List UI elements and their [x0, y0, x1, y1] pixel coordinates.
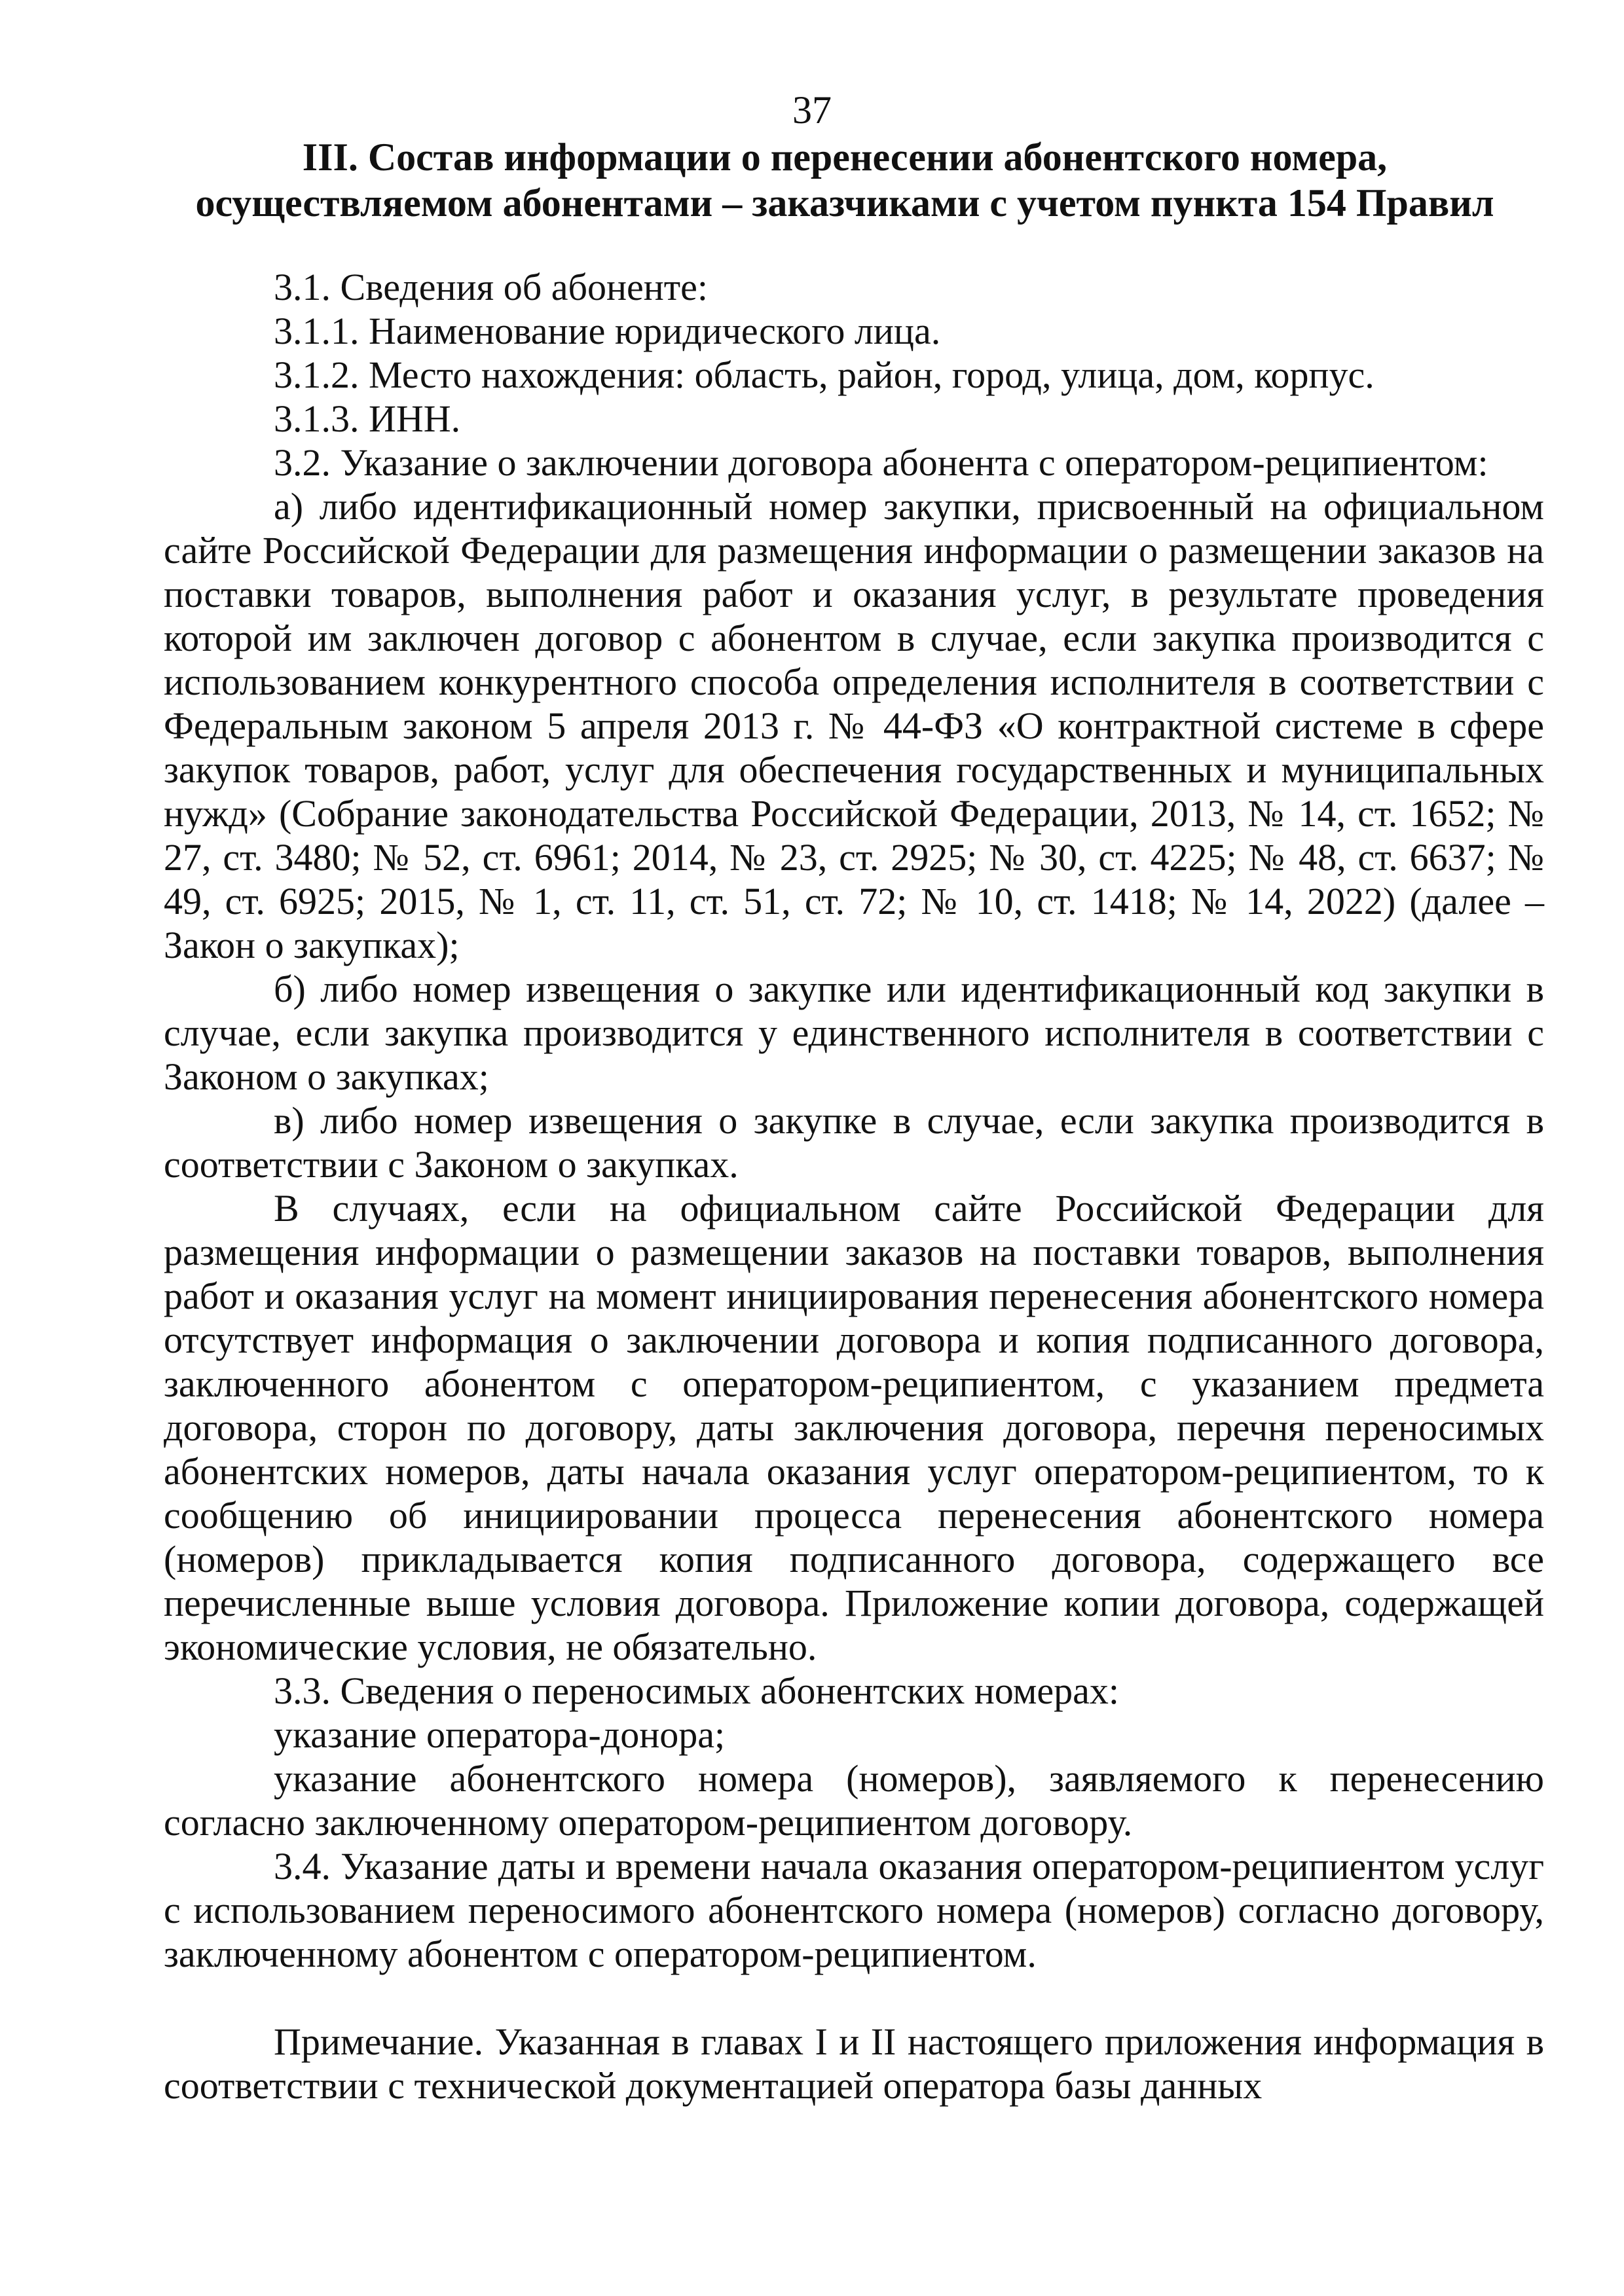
section-heading-line-1: III. Состав информации о перенесении абонентского номера, — [302, 136, 1388, 179]
paragraph-3-2-b: б) либо номер извещения о закупке или идентификационный код закупки в случае, если закупка производится у единственного исполнителя в соответствии с Законом о закупках; — [164, 968, 1544, 1098]
document-body — [164, 265, 1544, 2107]
paragraph-3-2-v: в) либо номер извещения о закупке в случае, если закупка производится в соответствии с Законом о закупках. — [164, 1099, 1544, 1186]
paragraph-3-1-2: 3.1.2. Место нахождения: область, район, город, улица, дом, корпус. — [274, 354, 1375, 396]
paragraph-3-2: 3.2. Указание о заключении договора абонента с оператором-реципиентом: — [274, 441, 1488, 484]
paragraph-3-1-1: 3.1.1. Наименование юридического лица. — [274, 310, 941, 352]
paragraph-donor-operator: указание оператора-донора; — [274, 1713, 726, 1756]
paragraph-3-1: 3.1. Сведения об абоненте: — [274, 266, 709, 308]
section-heading — [164, 134, 1526, 226]
paragraph-3-3: 3.3. Сведения о переносимых абонентских номерах: — [274, 1669, 1120, 1712]
paragraph-3-1-3: 3.1.3. ИНН. — [274, 397, 461, 440]
page-number: 37 — [792, 88, 832, 132]
paragraph-3-4: 3.4. Указание даты и времени начала оказания оператором-реципиентом услуг с использованием переносимого абонентского номера (номеров) согласно договору, заключенному абонентом с оператором-реципиентом. — [164, 1845, 1544, 1975]
paragraph-3-2-a: а) либо идентификационный номер закупки, присвоенный на официальном сайте Российской Федерации для размещения информации о размещении заказов на поставки товаров, выполнения работ и оказания услуг, в результате проведения которой им заключен договор с абонентом в случае, если закупка производится с использованием конкурентного способа определения исполнителя в соответствии с Федеральным законом 5 апреля 2013 г. № 44-ФЗ «О контрактной системе в сфере закупок товаров, работ, услуг для обеспечения государственных и муниципальных нужд» (Собрание законодательства Российской Федерации, 2013, № 14, ст. 1652; № 27, ст. 3480; № 52, ст. 6961; 2014, № 23, ст. 2925; № 30, ст. 4225; № 48, ст. 6637; № 49, ст. 6925; 2015, № 1, ст. 11, ст. 51, ст. 72; № 10, ст. 1418; № 14, 2022) (далее – Закон о закупках); — [164, 485, 1544, 966]
paragraph-cases: В случаях, если на официальном сайте Российской Федерации для размещения информации о размещении заказов на поставки товаров, выполнения работ и оказания услуг на момент инициирования перенесения абонентского номера отсутствует информация о заключении договора и копия подписанного договора, заключенного абонентом с оператором-реципиентом, с указанием предмета договора, сторон по договору, даты заключения договора, перечня переносимых абонентских номеров, даты начала оказания услуг оператором-реципиентом, то к сообщению об инициировании процесса перенесения абонентского номера (номеров) прикладывается копия подписанного договора, содержащего все перечисленные выше условия договора. Приложение копии договора, содержащей экономические условия, не обязательно. — [164, 1187, 1544, 1668]
section-heading-line-2: осуществляемом абонентами – заказчиками с учетом пункта 154 Правил — [195, 181, 1494, 225]
paragraph-subscriber-numbers: указание абонентского номера (номеров), заявляемого к перенесению согласно заключенному оператором-реципиентом договору. — [164, 1757, 1544, 1844]
note-paragraph: Примечание. Указанная в главах I и II настоящего приложения информация в соответствии с технической документацией оператора базы данных — [164, 2020, 1545, 2107]
